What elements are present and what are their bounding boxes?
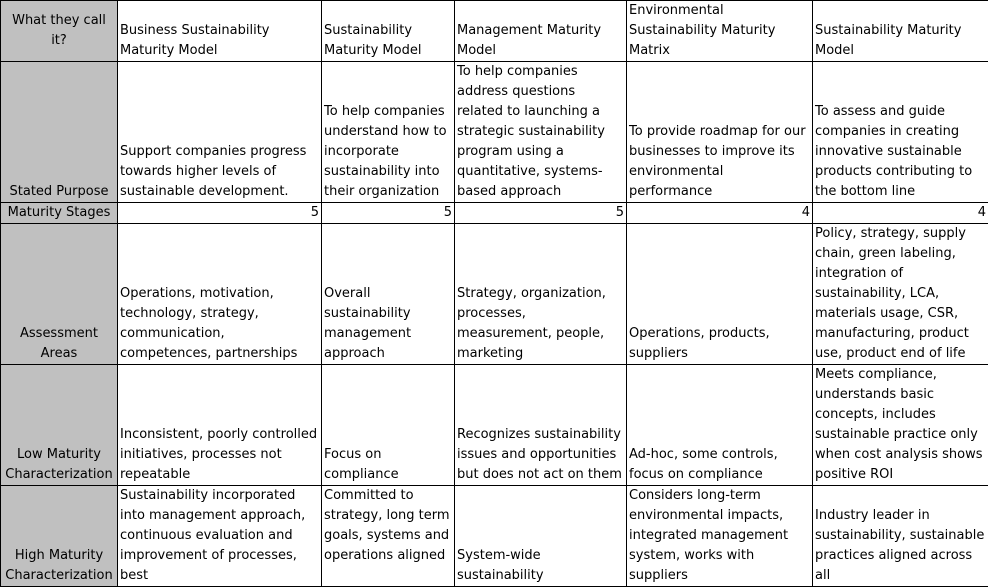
- table-cell[interactable]: Overall sustainability management approach: [322, 224, 455, 365]
- table-cell[interactable]: Strategy, organization, processes, measurement, people, marketing: [455, 224, 627, 365]
- table-cell[interactable]: 5: [455, 203, 627, 224]
- row-label-stated-purpose[interactable]: Stated Purpose: [1, 62, 118, 203]
- table-cell[interactable]: 4: [627, 203, 813, 224]
- table-cell[interactable]: 5: [118, 203, 322, 224]
- table-cell[interactable]: Ad-hoc, some controls, focus on compliance: [627, 365, 813, 486]
- model-name-cell[interactable]: Sustainability Maturity Model: [322, 1, 455, 62]
- table-cell[interactable]: To help companies address questions related to launching a strategic sustainability program using a quantitative, systems-based approach: [455, 62, 627, 203]
- table-cell[interactable]: Sustainability incorporated into management approach, continuous evaluation and improvement of processes, best: [118, 486, 322, 587]
- table-cell[interactable]: To help companies understand how to incorporate sustainability into their organization: [322, 62, 455, 203]
- table-cell[interactable]: 5: [322, 203, 455, 224]
- stated-purpose-row: [1, 62, 988, 203]
- table-cell[interactable]: 4: [813, 203, 988, 224]
- table-cell[interactable]: Industry leader in sustainability, sustainable practices aligned across all: [813, 486, 988, 587]
- header-label-cell[interactable]: What they call it?: [1, 1, 118, 62]
- row-label-high-maturity[interactable]: High Maturity Characterization: [1, 486, 118, 587]
- row-label-maturity-stages[interactable]: Maturity Stages: [1, 203, 118, 224]
- table-cell[interactable]: Policy, strategy, supply chain, green labeling, integration of sustainability, LCA, materials usage, CSR, manufacturing, product use, product end of life: [813, 224, 988, 365]
- table-cell[interactable]: Operations, motivation, technology, strategy, communication, competences, partnerships: [118, 224, 322, 365]
- table-cell[interactable]: Operations, products, suppliers: [627, 224, 813, 365]
- model-name-cell[interactable]: Environmental Sustainability Maturity Matrix: [627, 1, 813, 62]
- assessment-areas-row: [1, 224, 988, 365]
- row-label-low-maturity[interactable]: Low Maturity Characterization: [1, 365, 118, 486]
- table-cell[interactable]: Inconsistent, poorly controlled initiatives, processes not repeatable: [118, 365, 322, 486]
- model-name-cell[interactable]: Business Sustainability Maturity Model: [118, 1, 322, 62]
- table-cell[interactable]: Recognizes sustainability issues and opportunities but does not act on them: [455, 365, 627, 486]
- row-label-assessment-areas[interactable]: Assessment Areas: [1, 224, 118, 365]
- table-cell[interactable]: Focus on compliance: [322, 365, 455, 486]
- low-maturity-row: [1, 365, 988, 486]
- table-cell[interactable]: Considers long-term environmental impacts, integrated management system, works with suppliers: [627, 486, 813, 587]
- table-cell[interactable]: Committed to strategy, long term goals, systems and operations aligned: [322, 486, 455, 587]
- table-cell[interactable]: To provide roadmap for our businesses to improve its environmental performance: [627, 62, 813, 203]
- model-name-cell[interactable]: Management Maturity Model: [455, 1, 627, 62]
- table-cell[interactable]: System-wide sustainability: [455, 486, 627, 587]
- table-cell[interactable]: Support companies progress towards higher levels of sustainable development.: [118, 62, 322, 203]
- header-row: [1, 1, 988, 62]
- model-name-cell[interactable]: Sustainability Maturity Model: [813, 1, 988, 62]
- maturity-stages-row: [1, 203, 988, 224]
- table-cell[interactable]: Meets compliance, understands basic concepts, includes sustainable practice only when cost analysis shows positive ROI: [813, 365, 988, 486]
- high-maturity-row: [1, 486, 988, 587]
- table-cell[interactable]: To assess and guide companies in creating innovative sustainable products contributing to the bottom line: [813, 62, 988, 203]
